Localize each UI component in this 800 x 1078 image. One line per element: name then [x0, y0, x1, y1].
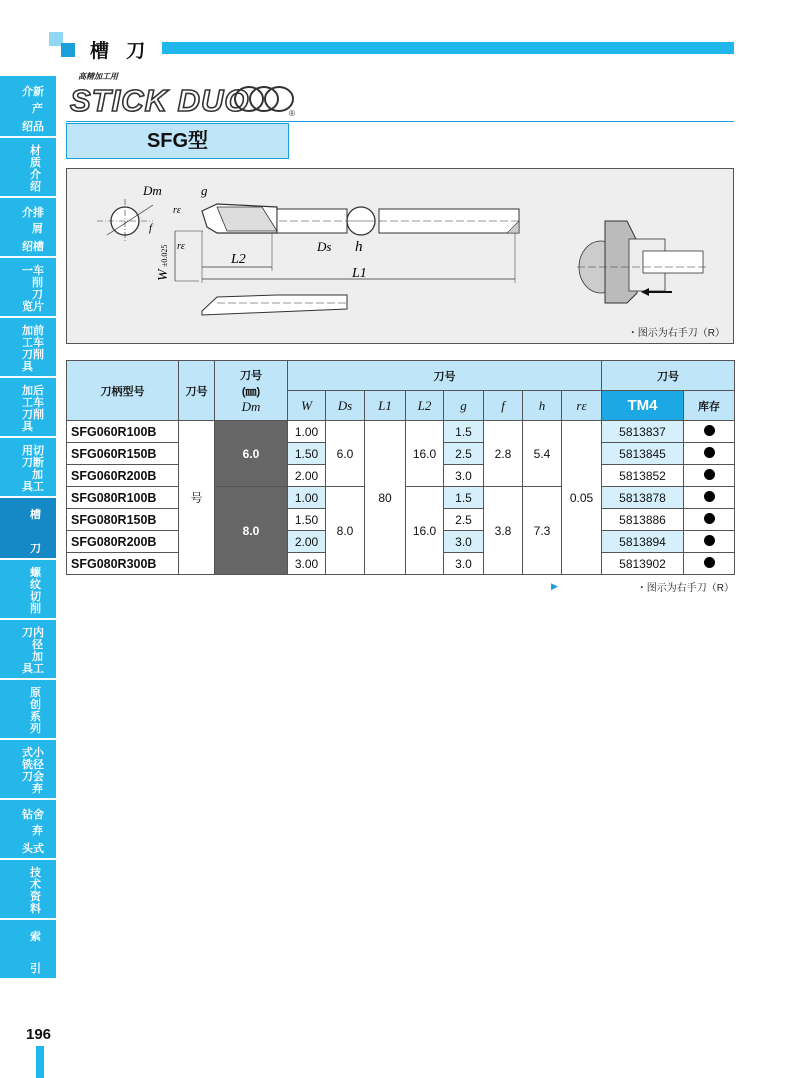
- col-model: 刀柄型号: [67, 361, 179, 421]
- col-tm4: TM4: [602, 391, 684, 421]
- col-f: f: [484, 391, 523, 421]
- sidebar-nav: [0, 76, 56, 980]
- label-g: g: [201, 183, 208, 198]
- table-row: SFG060R100B 号 6.0 1.00 6.0 80 16.0 1.5 2.8 5.4 0.05 5813837: [67, 421, 735, 443]
- stock-dot: [704, 469, 715, 480]
- sidebar-item-back-turning[interactable]: 加后 工车 刀削 具: [0, 378, 56, 436]
- col-g: g: [444, 391, 484, 421]
- sidebar-item-materials[interactable]: 材 质 介 绍: [0, 138, 56, 196]
- triangle-arrow-icon: ▶: [551, 581, 558, 591]
- sidebar-item-chip-breakers[interactable]: 介排 屑 绍槽: [0, 198, 56, 256]
- col-w: W: [288, 391, 326, 421]
- sidebar-item-boring[interactable]: 刀内 径 加 具工: [0, 620, 56, 678]
- col-ds: Ds: [326, 391, 365, 421]
- col-stock: 库存: [684, 391, 735, 421]
- sidebar-item-grooving[interactable]: 槽 刀: [0, 498, 56, 558]
- page-title: 槽 刀: [90, 41, 152, 62]
- page-number: 196: [26, 1026, 52, 1043]
- sidebar-item-indexable-drills[interactable]: 钻舍 弃 头式: [0, 800, 56, 858]
- table-row: SFG080R150B 1.50 2.5 5813886: [67, 509, 735, 531]
- brand-subtitle: 高精加工用: [78, 72, 118, 81]
- stock-dot: [704, 513, 715, 524]
- cell-l1: 80: [365, 421, 406, 575]
- col-blade-no: 刀号: [179, 361, 215, 421]
- stock-dot: [704, 491, 715, 502]
- col-l2: L2: [406, 391, 444, 421]
- col-dm-unit: (㎜): [241, 385, 261, 398]
- logo-text: STICK DUO: [70, 83, 250, 118]
- sidebar-item-front-turning[interactable]: 加前 工车 刀削 具: [0, 318, 56, 376]
- table-row: SFG080R300B 3.00 3.0 5813902: [67, 553, 735, 575]
- table-row: SFG060R150B 1.50 2.5 5813845: [67, 443, 735, 465]
- label-h: h: [355, 239, 363, 255]
- table-row: SFG080R200B 2.00 3.0 5813894: [67, 531, 735, 553]
- cell-dm-6: 6.0: [215, 421, 288, 487]
- product-type-title: SFG型: [66, 123, 289, 159]
- sidebar-item-cut-off[interactable]: 用切 刀断 加 具工: [0, 438, 56, 496]
- col-dm-symbol: Dm: [241, 398, 261, 414]
- col-h: h: [523, 391, 562, 421]
- drawing-note: ・图示为右手刀（R）: [627, 328, 725, 339]
- table-note: ・图示为右手刀（R）: [636, 583, 734, 594]
- label-l1: L1: [352, 266, 367, 281]
- section-rule: [66, 121, 734, 122]
- label-f: f: [149, 222, 153, 234]
- col-dm: [215, 361, 288, 421]
- header-square-dark: [61, 43, 75, 57]
- label-re-top: rε: [173, 205, 181, 216]
- sidebar-item-index[interactable]: 索 引: [0, 920, 56, 978]
- sidebar-item-original-series[interactable]: 原 创 系 列: [0, 680, 56, 738]
- label-ds: Ds: [317, 239, 332, 254]
- col-l1: L1: [365, 391, 406, 421]
- table-row: SFG080R100B 8.0 1.00 8.0 16.0 1.5 3.8 7.3 5813878: [67, 487, 735, 509]
- tool-drawing: [66, 168, 734, 344]
- header-bar: [162, 42, 734, 54]
- sidebar-item-turning-inserts[interactable]: 一车 削 刀 览片: [0, 258, 56, 316]
- col-dims-group: 刀号: [288, 361, 602, 391]
- cell-re: 0.05: [562, 421, 602, 575]
- label-w-tolerance: ±0.025: [160, 244, 169, 267]
- cell-dm-8: 8.0: [215, 487, 288, 575]
- sidebar-item-small-mills[interactable]: 式小 铣径 刀会 弃: [0, 740, 56, 798]
- label-w: W: [156, 269, 171, 281]
- sidebar-item-new-products[interactable]: 介新 产 绍品: [0, 76, 56, 136]
- col-stock-group: 刀号: [602, 361, 735, 391]
- cell-blade-no: 号: [179, 421, 215, 575]
- col-dm-title: 刀号: [240, 369, 262, 382]
- label-dm: Dm: [143, 183, 162, 198]
- label-re-bottom: rε: [177, 241, 185, 252]
- stock-dot: [704, 535, 715, 546]
- sidebar-item-technical-data[interactable]: 技 术 资 料: [0, 860, 56, 918]
- label-l2: L2: [231, 252, 246, 267]
- cell-l2-b: 16.0: [406, 487, 444, 575]
- tool-top-view: [202, 295, 347, 315]
- col-re: rε: [562, 391, 602, 421]
- table-row: SFG060R200B 2.00 3.0 5813852: [67, 465, 735, 487]
- sidebar-item-threading[interactable]: 螺 纹 切 削: [0, 560, 56, 618]
- cell-f-a: 2.8: [484, 421, 523, 487]
- page-number-bar: [36, 1046, 44, 1078]
- stick-duo-logo: [68, 80, 300, 123]
- cell-l2-a: 16.0: [406, 421, 444, 487]
- stock-dot: [704, 557, 715, 568]
- cell-h-a: 5.4: [523, 421, 562, 487]
- registered-mark: ®: [289, 109, 295, 118]
- cell-f-b: 3.8: [484, 487, 523, 575]
- stock-dot: [704, 425, 715, 436]
- stock-dot: [704, 447, 715, 458]
- spec-table: [66, 360, 735, 575]
- cell-ds-6: 6.0: [326, 421, 365, 487]
- cell-h-b: 7.3: [523, 487, 562, 575]
- cell-ds-8: 8.0: [326, 487, 365, 575]
